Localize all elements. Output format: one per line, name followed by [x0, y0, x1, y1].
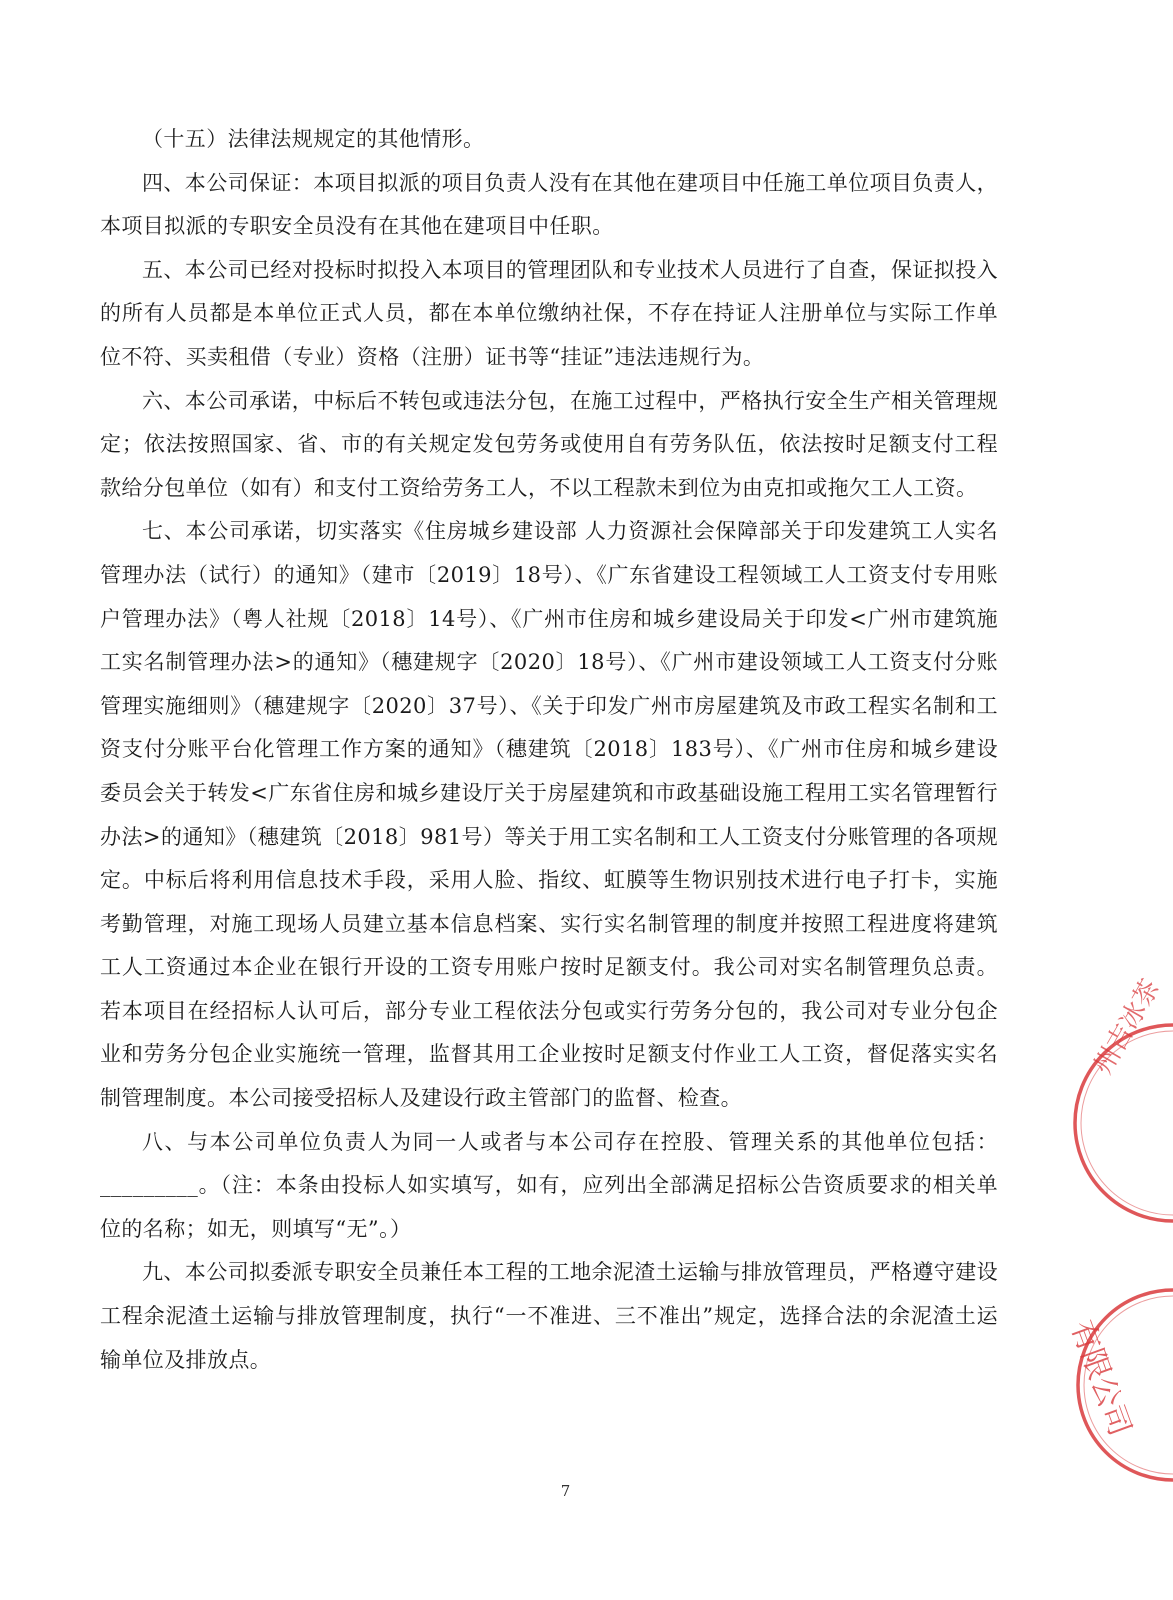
clause-6-paragraph: 六、本公司承诺，中标后不转包或违法分包，在施工过程中，严格执行安全生产相关管理规定；依法按照国家、省、市的有关规定发包劳务或使用自有劳务队伍，依法按时足额支付工程款给分包单位（如有）和支付工资给劳务工人，不以工程款未到位为由克扣或拖欠工人工资。	[100, 388, 998, 500]
page-number: 7	[560, 1482, 571, 1500]
clause-7-paragraph: 七、本公司承诺，切实落实《住房城乡建设部 人力资源社会保障部关于印发建筑工人实名管理办法（试行）的通知》（建市〔2019〕18号）、《广东省建设工程领域工人工资支付专用账户管理办法》（粤人社规〔2018〕14号）、《广州市住房和城乡建设局关于印发<广州市建筑施工实名制管理办法>的通知》（穗建规字〔2020〕18号）、《广州市建设领域工人工资支付分账管理实施细则》（穗建规字〔2020〕37号）、《关于印发广州市房屋建筑及市政工程实名制和工资支付分账平台化管理工作方案的通知》（穗建筑〔2018〕183号）、《广州市住房和城乡建设委员会关于转发<广东省住房和城乡建设厅关于房屋建筑和市政基础设施工程用工实名管理暂行办法>的通知》（穗建筑〔2018〕981号）等关于用工实名制和工人工资支付分账管理的各项规定。中标后将利用信息技术手段，采用人脸、指纹、虹膜等生物识别技术进行电子打卡，实施考勤管理，对施工现场人员建立基本信息档案、实行实名制管理的制度并按照工程进度将建筑工人工资通过本企业在银行开设的工资专用账户按时足额支付。我公司对实名制管理负总责。若本项目在经招标人认可后，部分专业工程依法分包或实行劳务分包的，我公司对专业分包企业和劳务分包企业实施统一管理，监督其用工企业按时足额支付作业工人工资，督促落实实名制管理制度。本公司接受招标人及建设行政主管部门的监督、检查。	[100, 519, 998, 1111]
seal-top-text: 州吉冰茶	[1088, 974, 1167, 1080]
clause-8-paragraph: 八、与本公司单位负责人为同一人或者与本公司存在控股、管理关系的其他单位包括：_________。（注：本条由投标人如实填写，如有，应列出全部满足招标公告资质要求的相关单位的名称；如无，则填写“无”。）	[100, 1129, 998, 1241]
clause-9-paragraph: 九、本公司拟委派专职安全员兼任本工程的工地余泥渣土运输与排放管理员，严格遵守建设工程余泥渣土运输与排放管理制度，执行“一不准进、三不准出”规定，选择合法的余泥渣土运输单位及排放点。	[100, 1260, 998, 1372]
document-body	[100, 118, 998, 1382]
seal-bottom-svg	[1053, 1285, 1173, 1485]
clause-5-paragraph: 五、本公司已经对投标时拟投入本项目的管理团队和专业技术人员进行了自查，保证拟投入的所有人员都是本单位正式人员，都在本单位缴纳社保，不存在持证人注册单位与实际工作单位不符、买卖租借（专业）资格（注册）证书等“挂证”违法违规行为。	[100, 257, 998, 369]
clause-15-paragraph: （十五）法律法规规定的其他情形。	[142, 127, 485, 151]
seal-bottom-text: 有限公司	[1063, 1315, 1138, 1441]
seal-top-svg	[1053, 974, 1173, 1228]
company-seal-bottom-fragment	[1053, 1285, 1173, 1485]
clause-4-paragraph: 四、本公司保证：本项目拟派的项目负责人没有在其他在建项目中任施工单位项目负责人，本项目拟派的专职安全员没有在其他在建项目中任职。	[100, 170, 998, 239]
company-seal-top-fragment	[1053, 974, 1173, 1228]
